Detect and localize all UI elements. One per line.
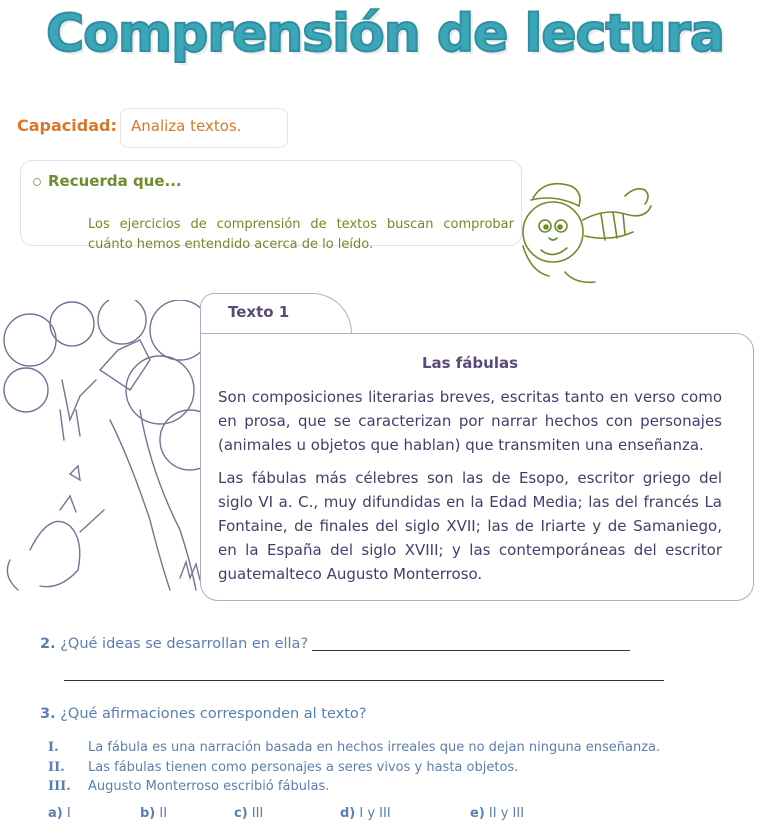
choice-d[interactable] <box>340 806 391 821</box>
statement-2-text: Las fábulas tienen como personajes a seres vivos y hasta objetos. <box>88 760 519 775</box>
answer-line-2[interactable] <box>64 680 664 681</box>
choice-e[interactable] <box>470 806 524 821</box>
statement-2-roman: II. <box>48 760 65 775</box>
texto-heading-text: Las fábulas <box>421 354 519 372</box>
choice-c-value: III <box>251 806 264 821</box>
texto-heading <box>200 354 740 372</box>
question-2 <box>40 636 308 652</box>
texto-paragraph-1: Son composiciones literarias breves, escritas tanto en verso como en prosa, que se caracterizan por narrar hechos con personajes (animales u objetos que hablan) que transmiten una enseñanza. <box>218 388 722 454</box>
statement-1 <box>48 740 660 755</box>
statement-3-roman: III. <box>48 779 71 794</box>
question-2-number: 2. <box>40 636 56 652</box>
capacidad-label: Capacidad: <box>17 116 117 135</box>
statement-3 <box>48 779 329 794</box>
choice-b-letter: b) <box>140 806 156 821</box>
choice-d-letter: d) <box>340 806 356 821</box>
statement-3-text: Augusto Monterroso escribió fábulas. <box>88 779 330 794</box>
choice-b-value: II <box>159 806 168 821</box>
choice-b[interactable] <box>140 806 167 821</box>
choice-e-letter: e) <box>470 806 485 821</box>
statement-2 <box>48 760 518 775</box>
boy-illustration-icon <box>505 176 655 291</box>
question-3 <box>40 706 367 722</box>
statement-1-text: La fábula es una narración basada en hechos irreales que no dejan ninguna enseñanza. <box>88 740 661 755</box>
texto-label: Texto 1 <box>228 303 290 321</box>
question-2-text: ¿Qué ideas se desarrollan en ella? <box>60 636 309 652</box>
choice-a[interactable] <box>48 806 71 821</box>
texto-paragraph-2: Las fábulas más célebres son las de Esopo, escritor griego del siglo VI a. C., muy difundidas en la Edad Media; las del francés La Fontaine, de finales del siglo XVII; las de Iriarte y de Samaniego, en la España del siglo XVIII; y las contemporáneas del escritor guatemalteco Augusto Monterroso. <box>218 469 722 583</box>
recuerda-text: Los ejercicios de comprensión de textos buscan comprobar cuánto hemos entendido acerca de lo leído. <box>88 217 514 252</box>
tree-fox-illustration-icon <box>0 300 210 610</box>
choice-c[interactable] <box>234 806 263 821</box>
choice-c-letter: c) <box>234 806 248 821</box>
statement-1-roman: I. <box>48 740 59 755</box>
question-3-number: 3. <box>40 706 56 722</box>
bullet-icon <box>33 178 41 186</box>
choice-d-value: I y III <box>359 806 391 821</box>
answer-line-1[interactable] <box>312 650 630 651</box>
question-3-text: ¿Qué afirmaciones corresponden al texto? <box>60 706 367 722</box>
capacidad-value: Analiza textos. <box>131 117 242 135</box>
recuerda-title: Recuerda que... <box>48 172 182 190</box>
choice-e-value: II y III <box>488 806 525 821</box>
choice-a-value: I <box>66 806 71 821</box>
choice-a-letter: a) <box>48 806 63 821</box>
page-title: Comprensión de lectura <box>46 4 724 64</box>
